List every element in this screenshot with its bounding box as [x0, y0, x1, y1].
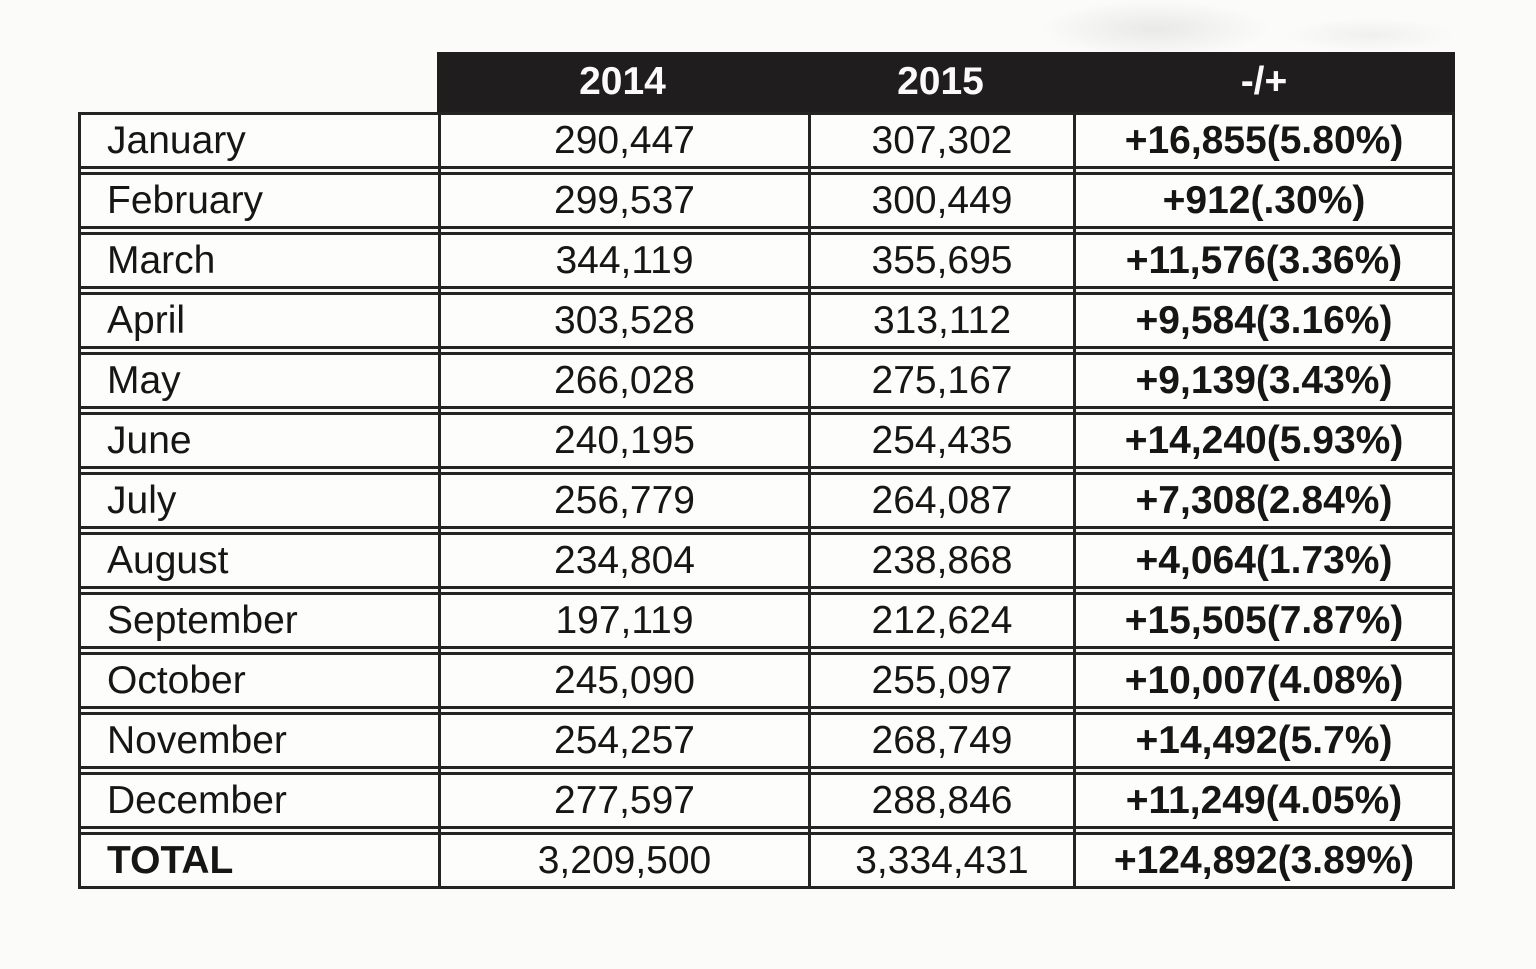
- total-delta: +124,892(3.89%): [1073, 835, 1452, 886]
- value-delta: +16,855(5.80%): [1073, 115, 1452, 166]
- value-2014: 234,804: [438, 535, 808, 586]
- scan-smudge: [1285, 18, 1455, 52]
- value-2014: 240,195: [438, 415, 808, 466]
- table-row: [78, 772, 1455, 829]
- month-label: April: [107, 298, 186, 342]
- value-2014: 197,119: [438, 595, 808, 646]
- value-delta: +14,240(5.93%): [1073, 415, 1452, 466]
- value-2015: 355,695: [808, 235, 1073, 286]
- table-row: [78, 172, 1455, 229]
- value-2014: 245,090: [438, 655, 808, 706]
- value-delta: +7,308(2.84%): [1073, 475, 1452, 526]
- month-label: July: [107, 478, 177, 522]
- column-header-2015: 2015: [897, 60, 984, 103]
- value-2014: 266,028: [438, 355, 808, 406]
- value-delta: +14,492(5.7%): [1073, 715, 1452, 766]
- month-label: August: [107, 538, 229, 582]
- value-2015: 254,435: [808, 415, 1073, 466]
- month-label: November: [107, 718, 287, 762]
- value-delta: +9,139(3.43%): [1073, 355, 1452, 406]
- value-delta: +912(.30%): [1073, 175, 1452, 226]
- month-label: June: [107, 418, 192, 462]
- total-2014: 3,209,500: [438, 835, 808, 886]
- value-2015: 255,097: [808, 655, 1073, 706]
- table-row: [78, 412, 1455, 469]
- month-label: September: [107, 598, 298, 642]
- value-2015: 268,749: [808, 715, 1073, 766]
- value-delta: +15,505(7.87%): [1073, 595, 1452, 646]
- value-2014: 303,528: [438, 295, 808, 346]
- total-2015: 3,334,431: [808, 835, 1073, 886]
- month-label: February: [107, 178, 264, 222]
- value-2015: 264,087: [808, 475, 1073, 526]
- value-delta: +4,064(1.73%): [1073, 535, 1452, 586]
- value-delta: +11,576(3.36%): [1073, 235, 1452, 286]
- table-header-row: [437, 52, 1455, 112]
- table-row-total: [78, 832, 1455, 889]
- month-label: January: [107, 118, 246, 162]
- month-label: October: [107, 658, 246, 702]
- value-2014: 277,597: [438, 775, 808, 826]
- value-2015: 238,868: [808, 535, 1073, 586]
- value-2015: 275,167: [808, 355, 1073, 406]
- value-2015: 212,624: [808, 595, 1073, 646]
- table-row: [78, 292, 1455, 349]
- value-delta: +9,584(3.16%): [1073, 295, 1452, 346]
- table-row: [78, 472, 1455, 529]
- value-2014: 299,537: [438, 175, 808, 226]
- value-2014: 290,447: [438, 115, 808, 166]
- column-header-delta: -/+: [1240, 60, 1288, 103]
- total-label: TOTAL: [107, 838, 234, 882]
- value-delta: +11,249(4.05%): [1073, 775, 1452, 826]
- month-label: December: [107, 778, 287, 822]
- value-2014: 256,779: [438, 475, 808, 526]
- table-row: [78, 352, 1455, 409]
- monthly-comparison-table: [78, 112, 1455, 892]
- scan-smudge: [1040, 0, 1270, 58]
- value-2015: 307,302: [808, 115, 1073, 166]
- table-row: [78, 532, 1455, 589]
- table-row: [78, 232, 1455, 289]
- value-delta: +10,007(4.08%): [1073, 655, 1452, 706]
- value-2015: 288,846: [808, 775, 1073, 826]
- value-2015: 300,449: [808, 175, 1073, 226]
- value-2015: 313,112: [808, 295, 1073, 346]
- value-2014: 254,257: [438, 715, 808, 766]
- table-row: [78, 712, 1455, 769]
- table-row: [78, 652, 1455, 709]
- value-2014: 344,119: [438, 235, 808, 286]
- table-row: [78, 112, 1455, 169]
- column-header-2014: 2014: [579, 60, 666, 103]
- month-label: May: [107, 358, 181, 402]
- table-row: [78, 592, 1455, 649]
- month-label: March: [107, 238, 216, 282]
